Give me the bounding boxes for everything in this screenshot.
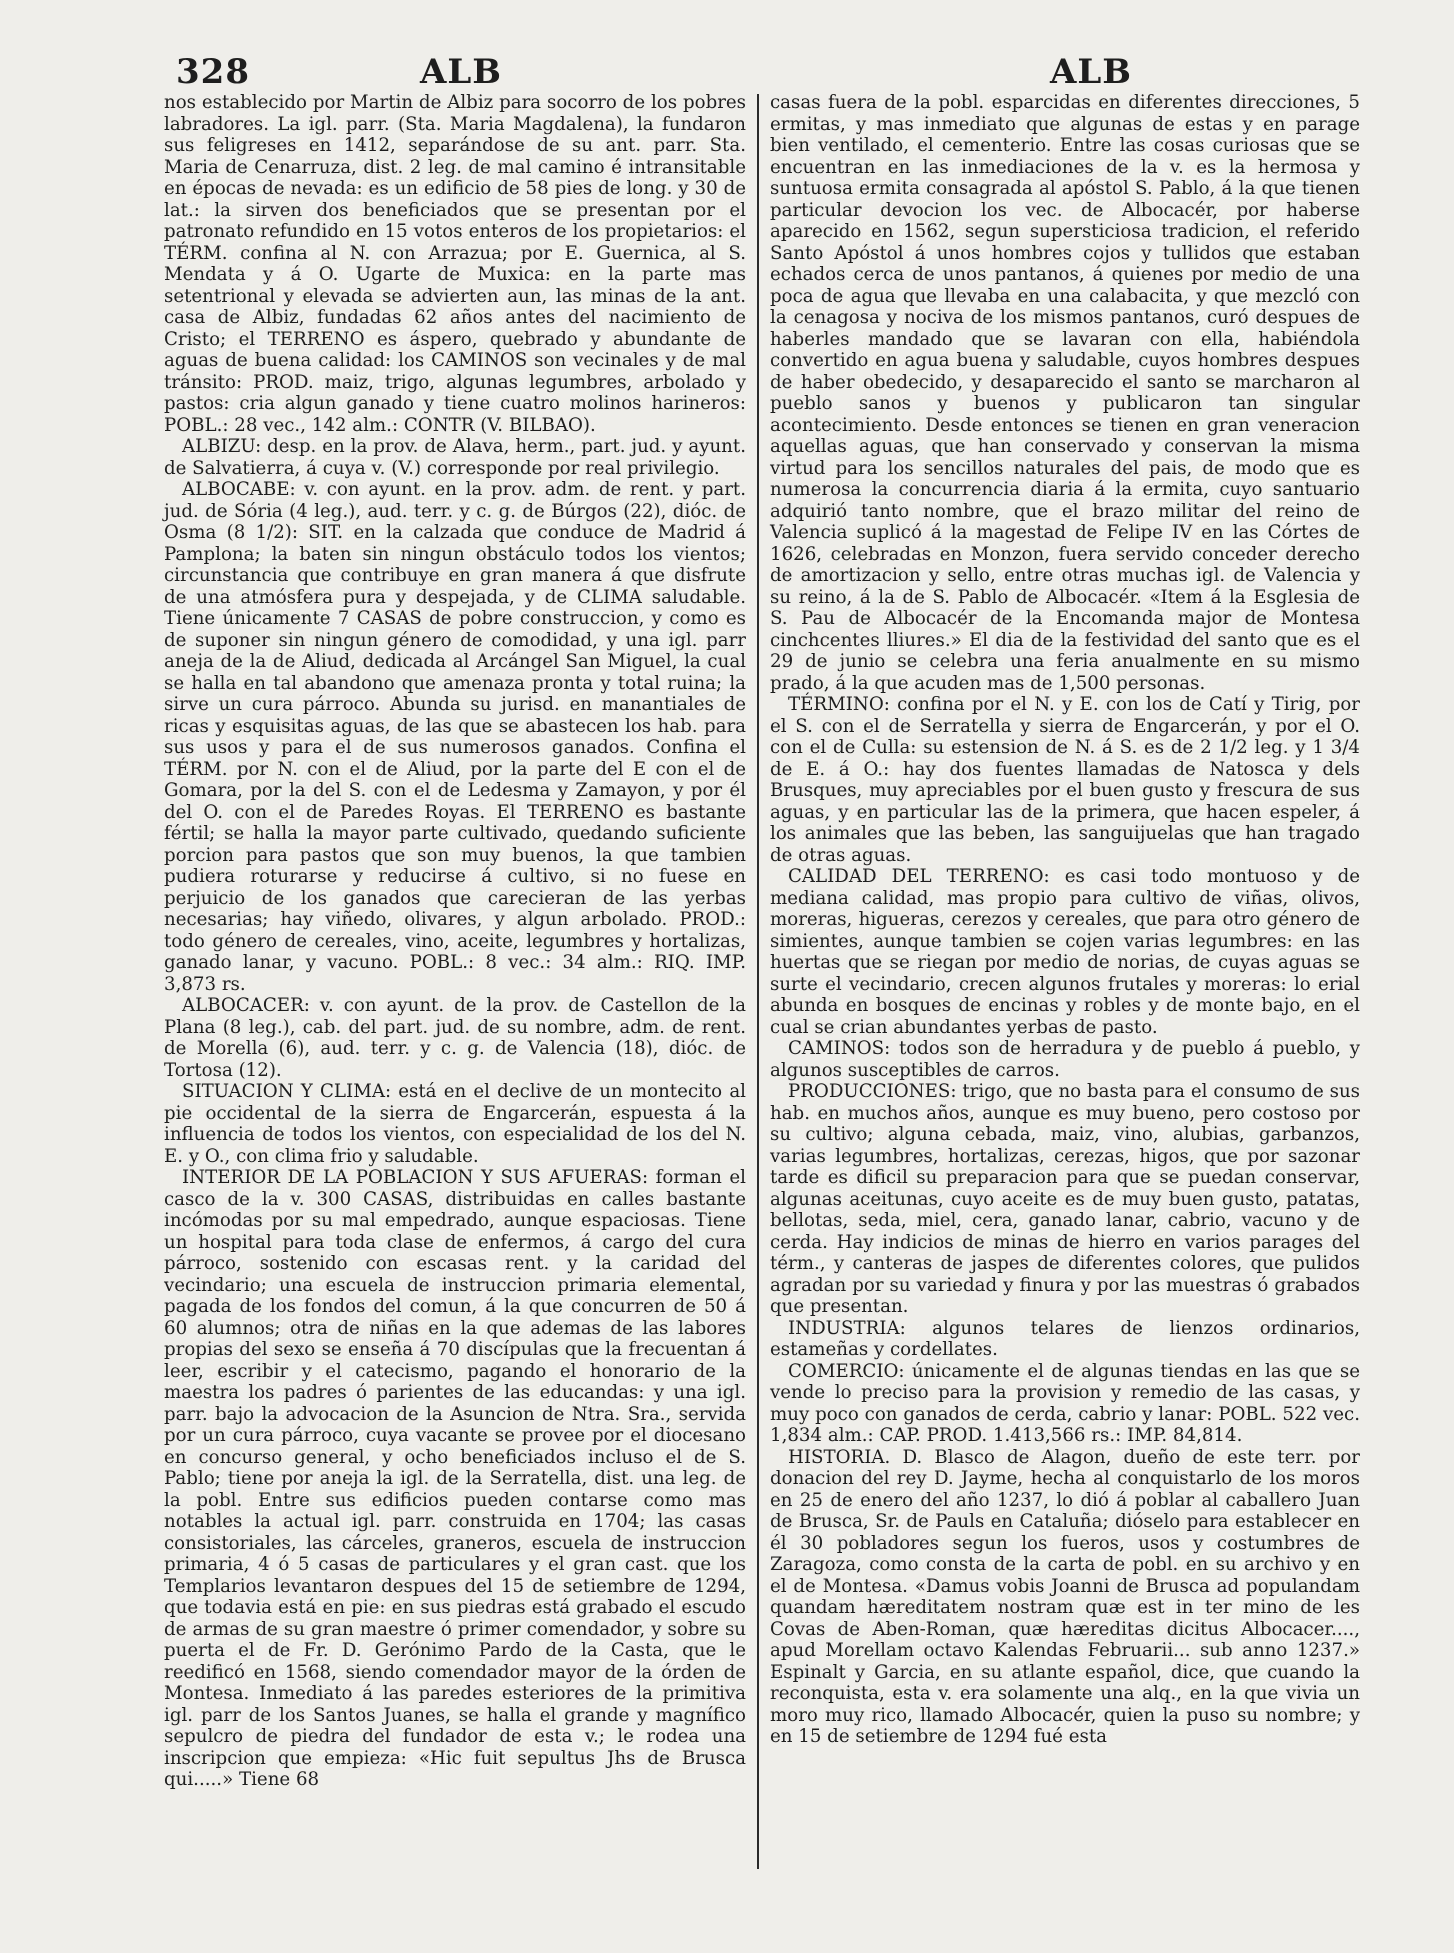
paragraph: TÉRMINO: confina por el N. y E. con los de Catí y Tirig, por el S. con el de Serratella y sierra de Engarcerán, y por el O. con el de Culla: su estension de N. á S. es de 2 1/2 leg. y 1 3/4 de E. á O.: hay dos fuentes llamadas de Natosca y dels Brusques, muy apreciables por el buen gusto y frescura de sus aguas, y en particular las de la primera, que hacen espeler, á los animales que las beben, las sanguijuelas que han tragado de otras aguas. — [770, 694, 1360, 866]
page-number: 328 — [176, 52, 250, 92]
paragraph: CAMINOS: todos son de herradura y de pueblo á pueblo, y algunos susceptibles de carros. — [770, 1038, 1360, 1081]
paragraph: COMERCIO: únicamente el de algunas tiendas en las que se vende lo preciso para la provision y remedio de las casas, y muy poco con ganados de cerda, cabrio y lanar: POBL. 522 vec. 1,834 alm.: CAP. PROD. 1.413,566 rs.: IMP. 84,814. — [770, 1360, 1360, 1446]
running-head-left: ALB — [420, 52, 503, 92]
paragraph: INTERIOR DE LA POBLACION Y SUS AFUERAS: forman el casco de la v. 300 CASAS, distribuidas en calles bastante incómodas por su mal empedrado, aunque espaciosas. Tiene un hospital para toda clase de enfermos, á cargo del cura párroco, sostenido con escasas rent. y la caridad del vecindario; una escuela de instruccion primaria elemental, pagada de los fondos del comun, á la que concurren de 50 á 60 alumnos; otra de niñas en la que ademas de las labores propias del sexo se enseña á 70 discípulas que la frecuentan á leer, escribir y el catecismo, pagando el honorario de la maestra los padres ó parientes de las educandas: y una igl. parr. bajo la advocacion de la Asuncion de Ntra. Sra., servida por un cura párroco, cuya vacante se provee por el diocesano en concurso general, y ocho beneficiados incluso el de S. Pablo; tiene por aneja la igl. de la Serratella, dist. una leg. de la pobl. Entre sus edificios pueden contarse como mas notables la actual igl. parr. construida en 1704; las casas consistoriales, las cárceles, graneros, escuela de instruccion primaria, 4 ó 5 casas de particulares y el gran cast. que los Templarios levantaron despues del 15 de setiembre de 1294, que todavia está en pie: en sus piedras está grabado el escudo de armas de su gran maestre ó primer comendador, y sobre su puerta el de Fr. D. Gerónimo Pardo de la Casta, que le reedificó en 1568, siendo comendador mayor de la órden de Montesa. Inmediato á las paredes esteriores de la primitiva igl. parr de los Santos Juanes, se halla el grande y magnífico sepulcro de piedra del fundador de esta v.; le rodea una inscripcion que empieza: «Hic fuit sepultus Jhs de Brusca qui.....» Tiene 68 — [164, 1167, 746, 1790]
paragraph: INDUSTRIA: algunos telares de lienzos ordinarios, estameñas y cordellates. — [770, 1317, 1360, 1360]
paragraph: PRODUCCIONES: trigo, que no basta para el consumo de sus hab. en muchos años, aunque es muy bueno, pero costoso por su cultivo; alguna cebada, maiz, vino, alubias, garbanzos, varias legumbres, hortalizas, cerezas, higos, que por sazonar tarde es dificil su preparacion para que se puedan conservar, algunas aceitunas, cuyo aceite es de muy buen gusto, patatas, bellotas, seda, miel, cera, ganado lanar, cabrio, vacuno y de cerda. Hay indicios de minas de hierro en varios parages del térm., y canteras de jaspes de diferentes colores, que pulidos agradan por su variedad y finura y por las muestras ó grabados que presentan. — [770, 1081, 1360, 1317]
right-column — [770, 92, 1360, 1748]
paragraph: ALBIZU: desp. en la prov. de Alava, herm., part. jud. y ayunt. de Salvatierra, á cuya v. (V.) corresponde por real privilegio. — [164, 436, 746, 479]
column-divider — [757, 94, 759, 1869]
paragraph: nos establecido por Martin de Albiz para socorro de los pobres labradores. La igl. parr. (Sta. Maria Magdalena), la fundaron sus feligreses en 1412, separándose de su ant. parr. Sta. Maria de Cenarruza, dist. 2 leg. de mal camino é intransitable en épocas de nevada: es un edificio de 58 pies de long. y 30 de lat.: la sirven dos beneficiados que se presentan por el patronato refundido en 15 votos enteros de los propietarios: el TÉRM. confina al N. con Arrazua; por E. Guernica, al S. Mendata y á O. Ugarte de Muxica: en la parte mas setentrional y elevada se advierten aun, las minas de la ant. casa de Albiz, fundadas 62 años antes del nacimiento de Cristo; el TERRENO es áspero, quebrado y abundante de aguas de buena calidad: los CAMINOS son vecinales y de mal tránsito: PROD. maiz, trigo, algunas legumbres, arbolado y pastos: cria algun ganado y tiene cuatro molinos harineros: POBL.: 28 vec., 142 alm.: CONTR (V. BILBAO). — [164, 92, 746, 436]
paragraph: ALBOCACER: v. con ayunt. de la prov. de Castellon de la Plana (8 leg.), cab. del part. jud. de su nombre, adm. de rent. de Morella (6), aud. terr. y c. g. de Valencia (18), dióc. de Tortosa (12). — [164, 995, 746, 1081]
running-head-right: ALB — [1050, 52, 1133, 92]
paragraph: ALBOCABE: v. con ayunt. en la prov. adm. de rent. y part. jud. de Sória (4 leg.), aud. terr. y c. g. de Búrgos (22), dióc. de Osma (8 1/2): SIT. en la calzada que conduce de Madrid á Pamplona; la baten sin ningun obstáculo todos los vientos; circunstancia que contribuye en gran manera á que disfrute de una atmósfera pura y despejada, y de CLIMA saludable. Tiene únicamente 7 CASAS de pobre construccion, y como es de suponer sin ningun género de comodidad, y una igl. parr aneja de la de Aliud, dedicada al Arcángel San Miguel, la cual se halla en tal abandono que amenaza pronta y total ruina; la sirve un cura párroco. Abunda su jurisd. en manantiales de ricas y esquisitas aguas, de las que se abastecen los hab. para sus usos y para el de sus numerosos ganados. Confina el TÉRM. por N. con el de Aliud, por la parte del E con el de Gomara, por la del S. con el de Ledesma y Zamayon, y por él del O. con el de Paredes Royas. El TERRENO es bastante fértil; se halla la mayor parte cultivado, quedando suficiente porcion para pastos que son muy buenos, la que tambien pudiera roturarse y reducirse á cultivo, si no fuese en perjuicio de los ganados que carecieran de las yerbas necesarias; hay viñedo, olivares, y algun arbolado. PROD.: todo género de cereales, vino, aceite, legumbres y hortalizas, ganado lanar, y vacuno. POBL.: 8 vec.: 34 alm.: RIQ. IMP. 3,873 rs. — [164, 479, 746, 995]
paragraph: casas fuera de la pobl. esparcidas en diferentes direcciones, 5 ermitas, y mas inmediato que algunas de estas y en parage bien ventilado, el cementerio. Entre las cosas curiosas que se encuentran en las inmediaciones de la v. es la hermosa y suntuosa ermita consagrada al apóstol S. Pablo, á la que tienen particular devocion los vec. de Albocacér, por haberse aparecido en 1562, segun supersticiosa tradicion, el referido Santo Apóstol á unos hombres cojos y tullidos que estaban echados cerca de unos pantanos, á quienes por medio de una poca de agua que llevaba en una calabacita, y que mezcló con la cenagosa y nociva de los mismos pantanos, curó despues de haberles mandado que se lavaran con ella, habiéndola convertido en agua buena y saludable, cuyos hombres despues de haber obedecido, y desaparecido el santo se marcharon al pueblo sanos y buenos y publicaron tan singular acontecimiento. Desde entonces se tienen en gran veneracion aquellas aguas, que han conservado y conservan la misma virtud para los sencillos naturales del pais, de modo que es numerosa la concurrencia diaria á la ermita, cuyo santuario adquirió tanto nombre, que el brazo militar del reino de Valencia suplicó á la magestad de Felipe IV en las Córtes de 1626, celebradas en Monzon, fuera servido conceder derecho de amortizacion y sello, entre otras muchas igl. de Valencia y su reino, á la de S. Pablo de Albocacér. «Item á la Esglesia de S. Pau de Albocacér de la Encomanda major de Montesa cinchcentes lliures.» El dia de la festividad del santo que es el 29 de junio se celebra una feria anualmente en su mismo prado, á la que acuden mas de 1,500 personas. — [770, 92, 1360, 694]
left-column — [164, 92, 746, 1791]
paragraph: HISTORIA. D. Blasco de Alagon, dueño de este terr. por donacion del rey D. Jayme, hecha al conquistarlo de los moros en 25 de enero del año 1237, lo dió á poblar al caballero Juan de Brusca, Sr. de Pauls en Cataluña; dióselo para establecer en él 30 pobladores segun los fueros, usos y costumbres de Zaragoza, como consta de la carta de pobl. en su archivo y en el de Montesa. «Damus vobis Joanni de Brusca ad populandam quandam hæreditatem nostram quæ est in ter mino de les Covas de Aben-Roman, quæ hæreditas dicitus Albocacer...., apud Morellam octavo Kalendas Februarii... sub anno 1237.» Espinalt y Garcia, en su atlante español, dice, que cuando la reconquista, esta v. era solamente una alq., en la que vivia un moro muy rico, llamado Albocacér, quien la puso su nombre; y en 15 de setiembre de 1294 fué esta — [770, 1446, 1360, 1747]
paragraph: CALIDAD DEL TERRENO: es casi todo montuoso y de mediana calidad, mas propio para cultivo de viñas, olivos, moreras, higueras, cerezos y cereales, que para otro género de simientes, aunque tambien se cojen varias legumbres: en las huertas que se riegan por medio de norias, de cuyas aguas se surte el vecindario, crecen algunos frutales y moreras: lo erial abunda en bosques de encinas y robles y de monte bajo, en el cual se crian abundantes yerbas de pasto. — [770, 866, 1360, 1038]
paragraph: SITUACION Y CLIMA: está en el declive de un montecito al pie occidental de la sierra de Engarcerán, espuesta á la influencia de todos los vientos, con especialidad de los del N. E. y O., con clima frio y saludable. — [164, 1081, 746, 1167]
